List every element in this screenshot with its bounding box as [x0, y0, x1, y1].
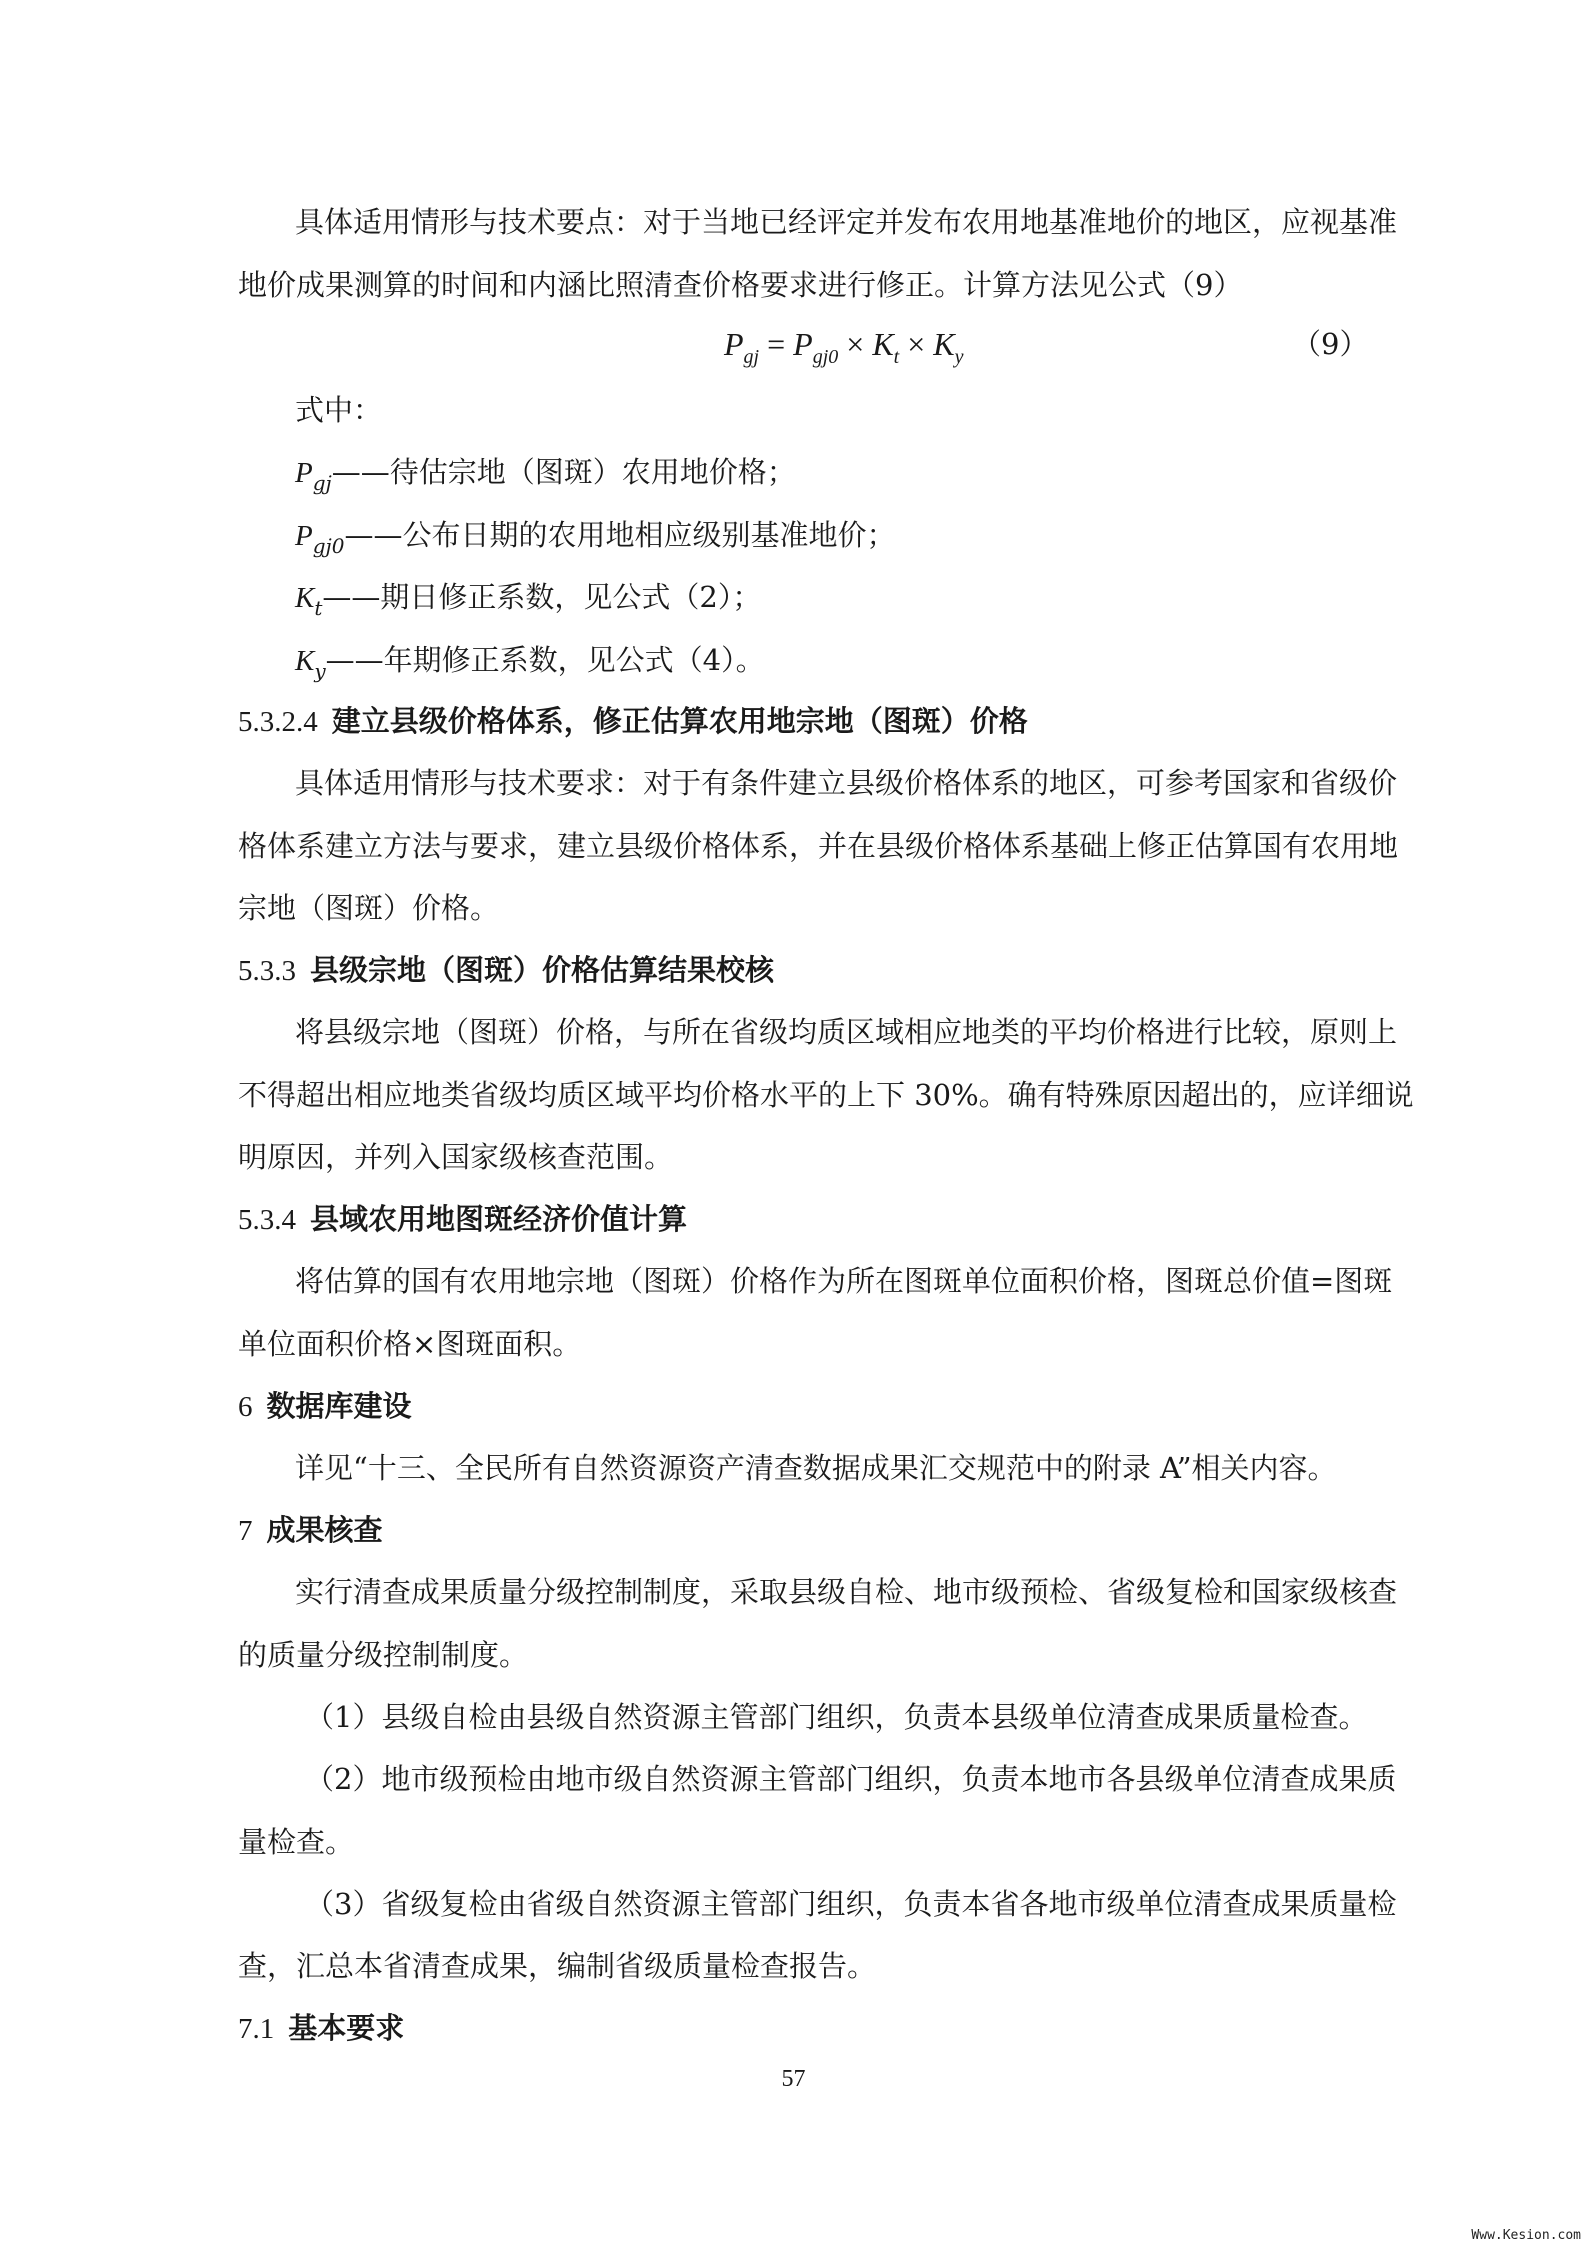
watermark: Www.Kesion.com: [1471, 2228, 1581, 2243]
heading-7: 7 成果核查: [238, 1513, 383, 1547]
paragraph-6-line-2: 的质量分级控制制度。: [238, 1638, 529, 1672]
page-number: 57: [781, 2066, 806, 2092]
paragraph-1-line-2: 地价成果测算的时间和内涵比照清查价格要求进行修正。计算方法见公式（9）: [238, 268, 1243, 302]
heading-5-3-3: 5.3.3 县级宗地（图斑）价格估算结果校核: [238, 953, 775, 987]
paragraph-8-line-2: 量检查。: [238, 1825, 355, 1859]
heading-7-1: 7.1 基本要求: [238, 2011, 405, 2045]
formula-9: $P_{gj} = P_{gj0} \times K_t \times K_y$: [724, 326, 964, 368]
paragraph-1-line-1: 具体适用情形与技术要点：对于当地已经评定并发布农用地基准地价的地区，应视基准: [295, 205, 1398, 239]
paragraph-7-line-1: （1）县级自检由县级自然资源主管部门组织，负责本县级单位清查成果质量检查。: [305, 1700, 1368, 1734]
paragraph-4-line-1: 将估算的国有农用地宗地（图斑）价格作为所在图斑单位面积价格，图斑总价值=图斑: [295, 1264, 1393, 1298]
paragraph-3-line-2: 不得超出相应地类省级均质区域平均价格水平的上下 30%。确有特殊原因超出的，应详细说: [238, 1078, 1414, 1112]
paragraph-2-line-1: 具体适用情形与技术要求：对于有条件建立县级价格体系的地区，可参考国家和省级价: [295, 766, 1398, 800]
heading-5-3-2-4: 5.3.2.4 建立县级价格体系，修正估算农用地宗地（图斑）价格: [238, 704, 1028, 738]
paragraph-2-line-3: 宗地（图斑）价格。: [238, 891, 500, 925]
paragraph-6-line-1: 实行清查成果质量分级控制制度，采取县级自检、地市级预检、省级复检和国家级核查: [295, 1575, 1398, 1609]
paragraph-4-line-2: 单位面积价格×图斑面积。: [238, 1327, 582, 1361]
paragraph-5-line-1: 详见“十三、全民所有自然资源资产清查数据成果汇交规范中的附录 A”相关内容。: [295, 1451, 1337, 1485]
formula-number: （9）: [1292, 327, 1369, 361]
paragraph-2-line-2: 格体系建立方法与要求，建立县级价格体系，并在县级价格体系基础上修正估算国有农用地: [238, 829, 1399, 863]
paragraph-8-line-1: （2）地市级预检由地市级自然资源主管部门组织，负责本地市各县级单位清查成果质: [305, 1762, 1397, 1796]
paragraph-9-line-1: （3）省级复检由省级自然资源主管部门组织，负责本省各地市级单位清查成果质量检: [305, 1887, 1397, 1921]
definition-ky: $K_y——$年期修正系数，见公式（4）。: [295, 643, 765, 683]
definition-pgj0: $P_{gj0}——$公布日期的农用地相应级别基准地价；: [295, 518, 896, 558]
definition-kt: $K_t——$期日修正系数，见公式（2）；: [295, 580, 762, 620]
paragraph-3-line-3: 明原因，并列入国家级核查范围。: [238, 1140, 674, 1174]
paragraph-9-line-2: 查，汇总本省清查成果，编制省级质量检查报告。: [238, 1949, 877, 1983]
heading-6: 6 数据库建设: [238, 1389, 412, 1423]
heading-5-3-4: 5.3.4 县域农用地图斑经济价值计算: [238, 1202, 688, 1236]
definition-pgj: $P_{gj}——$待估宗地（图斑）农用地价格；: [295, 455, 796, 495]
where-label: 式中：: [295, 393, 383, 427]
paragraph-3-line-1: 将县级宗地（图斑）价格，与所在省级均质区域相应地类的平均价格进行比较，原则上: [295, 1015, 1398, 1049]
